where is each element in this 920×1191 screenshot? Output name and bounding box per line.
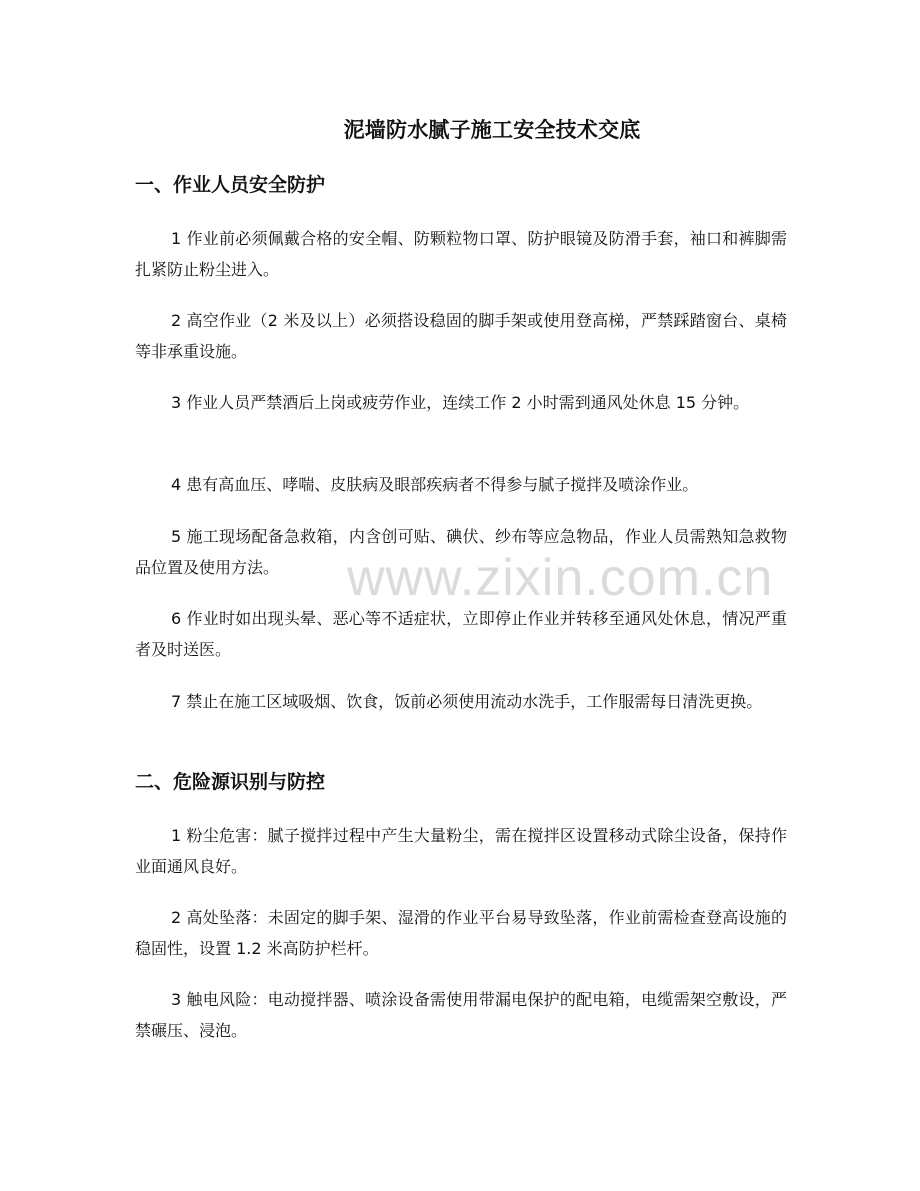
paragraph-1-3: 3 作业人员严禁酒后上岗或疲劳作业，连续工作 2 小时需到通风处休息 15 分钟。 — [171, 393, 750, 412]
document-title: 泥墙防水腻子施工安全技术交底 — [343, 118, 641, 142]
section-heading-1: 一、作业人员安全防护 — [135, 174, 326, 196]
paragraph-1-5: 5 施工现场配备急救箱，内含创可贴、碘伏、纱布等应急物品，作业人员需熟知急救物品位置及使用方法。 — [135, 527, 787, 577]
section-heading-2: 二、危险源识别与防控 — [135, 771, 326, 793]
paragraph-1-4: 4 患有高血压、哮喘、皮肤病及眼部疾病者不得参与腻子搅拌及喷涂作业。 — [171, 475, 699, 494]
paragraph-1-7: 7 禁止在施工区域吸烟、饮食，饭前必须使用流动水洗手，工作服需每日清洗更换。 — [171, 692, 763, 711]
paragraph-1-6: 6 作业时如出现头晕、恶心等不适症状，立即停止作业并转移至通风处休息，情况严重者及时送医。 — [135, 609, 787, 659]
paragraph-2-1: 1 粉尘危害：腻子搅拌过程中产生大量粉尘，需在搅拌区设置移动式除尘设备，保持作业面通风良好。 — [135, 826, 787, 876]
paragraph-1-1: 1 作业前必须佩戴合格的安全帽、防颗粒物口罩、防护眼镜及防滑手套，袖口和裤脚需扎紧防止粉尘进入。 — [135, 229, 787, 279]
paragraph-2-2: 2 高处坠落：未固定的脚手架、湿滑的作业平台易导致坠落，作业前需检查登高设施的稳固性，设置 1.2 米高防护栏杆。 — [135, 908, 787, 958]
paragraph-2-3: 3 触电风险：电动搅拌器、喷涂设备需使用带漏电保护的配电箱，电缆需架空敷设，严禁碾压、浸泡。 — [135, 990, 787, 1040]
watermark: www.zixin.com.cn — [347, 549, 774, 607]
paragraph-1-2: 2 高空作业（2 米及以上）必须搭设稳固的脚手架或使用登高梯，严禁踩踏窗台、桌椅等非承重设施。 — [135, 311, 787, 361]
